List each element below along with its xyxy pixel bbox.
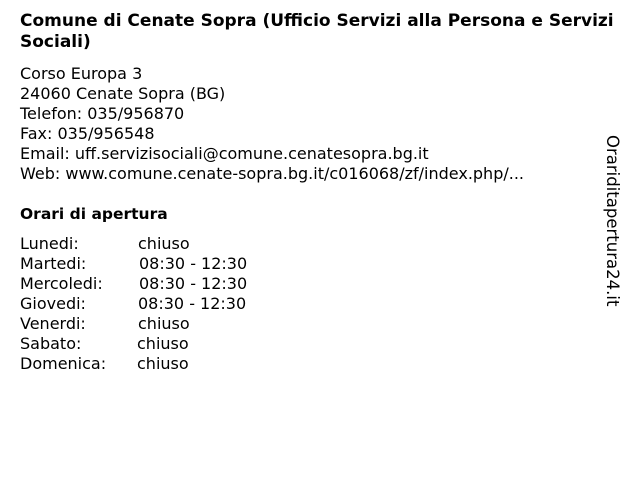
- email-address: Email: uff.servizisociali@comune.cenatesopra.bg.it: [20, 144, 429, 163]
- day-hours: 08:30 - 12:30: [139, 274, 248, 293]
- day-label: Mercoledi:: [20, 274, 103, 293]
- day-hours: chiuso: [138, 314, 190, 333]
- day-label: Martedi:: [20, 254, 87, 273]
- day-label: Lunedi:: [20, 234, 79, 253]
- page-title: Comune di Cenate Sopra (Ufficio Servizi alla Persona e Servizi Sociali): [20, 11, 614, 52]
- fax-number: Fax: 035/956548: [20, 124, 155, 143]
- phone-number: Telefon: 035/956870: [20, 104, 185, 123]
- address-street: Corso Europa 3: [20, 64, 143, 83]
- day-hours: 08:30 - 12:30: [138, 294, 247, 313]
- address-city: 24060 Cenate Sopra (BG): [20, 84, 226, 103]
- day-label: Domenica:: [20, 354, 107, 373]
- day-label: Sabato:: [20, 334, 82, 353]
- day-hours: chiuso: [137, 354, 189, 373]
- day-hours: 08:30 - 12:30: [139, 254, 248, 273]
- day-label: Venerdi:: [20, 314, 86, 333]
- site-watermark: Orariditapertura24.it: [603, 135, 622, 307]
- contact-block: [20, 64, 524, 184]
- website-link: Web: www.comune.cenate-sopra.bg.it/c016068/zf/index.php/...: [20, 164, 524, 183]
- day-hours: chiuso: [138, 234, 190, 253]
- opening-hours-heading: Orari di apertura: [20, 205, 168, 223]
- day-label: Giovedi:: [20, 294, 86, 313]
- day-hours: chiuso: [137, 334, 189, 353]
